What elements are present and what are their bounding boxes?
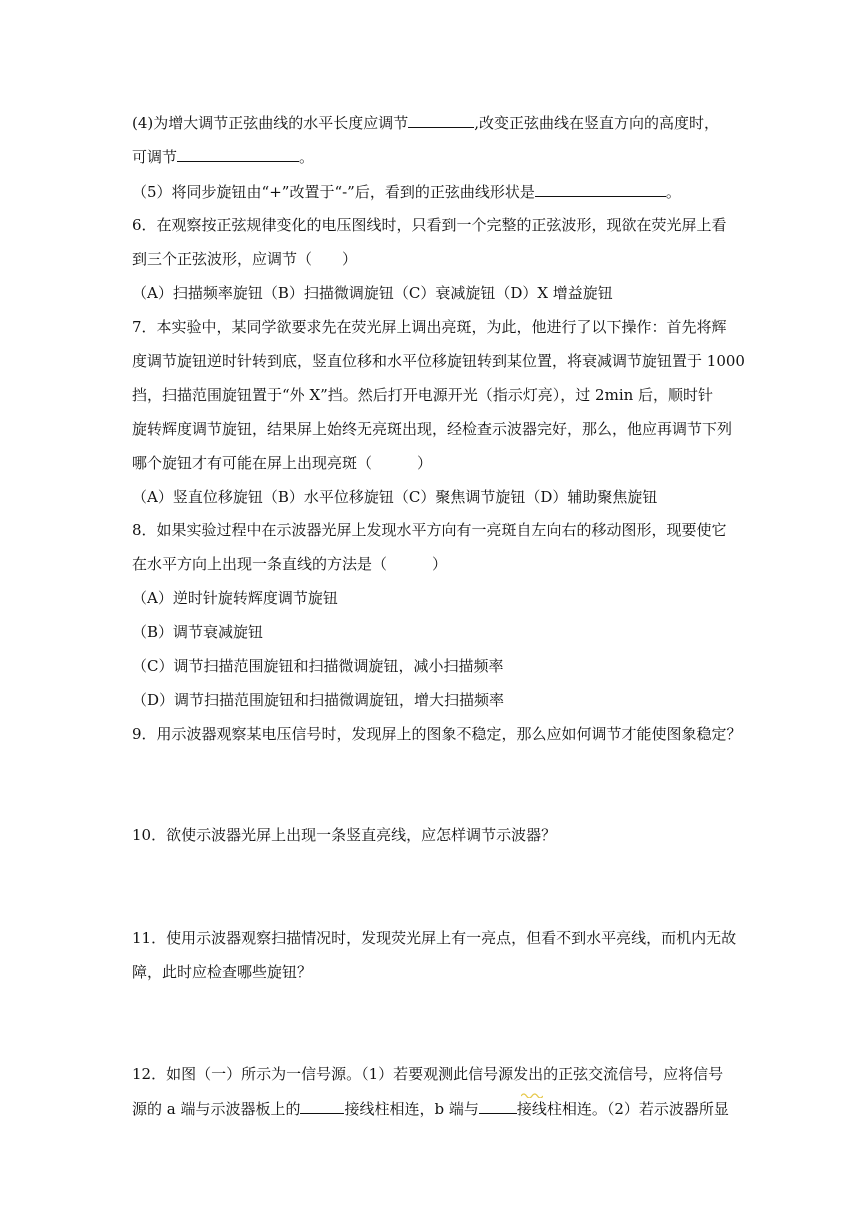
q5-text-pre: （5）将同步旋钮由“+”改置于“-”后，看到的正弦曲线形状是	[132, 183, 535, 201]
q4-text-pre-2: 可调节	[132, 148, 178, 166]
q4-blank-horizontal	[408, 112, 474, 128]
q5-text-post: 。	[665, 183, 681, 201]
q4-blank-vertical	[177, 146, 299, 162]
q7-line-4: 旋转辉度调节旋钮，结果屏上始终无亮斑出现，经检查示波器完好，那么，他应再调节下列	[132, 420, 733, 438]
q8-option-d: （D）调节扫描范围旋钮和扫描微调旋钮，增大扫描频率	[132, 691, 505, 709]
q6-line-2: 到三个正弦波形，应调节（ ）	[132, 250, 358, 268]
q4-line-1	[132, 112, 719, 133]
q4-line-2	[132, 146, 314, 167]
q12-blank-a	[300, 1098, 344, 1114]
q4-text-pre: (4)为增大调节正弦曲线的水平长度应调节	[132, 114, 409, 132]
q12-line-1: 12．如图（一）所示为一信号源。（1）若要观测此信号源发出的正弦交流信号，应将信号	[132, 1065, 724, 1083]
q11-line-2: 障，此时应检查哪些旋钮？	[132, 963, 313, 981]
q9-line-1: 9．用示波器观察某电压信号时，发现屏上的图象不稳定，那么应如何调节才能使图象稳定？	[132, 725, 742, 743]
q12-text-mid: 接线柱相连，b 端与	[344, 1100, 479, 1118]
q6-line-1: 6．在观察按正弦规律变化的电压图线时，只看到一个完整的正弦波形，现欲在荧光屏上看	[132, 216, 727, 234]
q10-line-1: 10．欲使示波器光屏上出现一条竖直亮线，应怎样调节示波器？	[132, 826, 557, 844]
q4-text-post-2: 。	[299, 148, 315, 166]
q8-option-a: （A）逆时针旋转辉度调节旋钮	[132, 589, 338, 607]
q5-line	[132, 181, 681, 202]
q11-line-1: 11．使用示波器观察扫描情况时，发现荧光屏上有一亮点，但看不到水平亮线，而机内无故	[132, 929, 737, 947]
q8-option-b: （B）调节衰减旋钮	[132, 623, 264, 641]
q8-line-2: 在水平方向上出现一条直线的方法是（ ）	[132, 555, 448, 573]
squiggle-mark	[521, 1092, 543, 1098]
q7-line-3: 挡，扫描范围旋钮置于“外 X”挡。然后打开电源开光（指示灯亮），过 2min 后，顺时针	[132, 386, 714, 404]
q8-line-1: 8．如果实验过程中在示波器光屏上发现水平方向有一亮斑自左向右的移动图形，现要使它	[132, 521, 727, 539]
q12-text-post: 接线柱相连。（2）若示波器所显	[516, 1100, 729, 1118]
q5-blank	[535, 181, 666, 197]
q8-option-c: （C）调节扫描范围旋钮和扫描微调旋钮，减小扫描频率	[132, 657, 504, 675]
q12-blank-b	[479, 1098, 517, 1114]
q4-text-post: ,改变正弦曲线在竖直方向的高度时，	[474, 114, 720, 132]
q7-line-2: 度调节旋钮逆时针转到底，竖直位移和水平位移旋钮转到某位置，将衰减调节旋钮置于 1000	[132, 352, 745, 370]
q7-options: （A）竖直位移旋钮（B）水平位移旋钮（C）聚焦调节旋钮（D）辅助聚焦旋钮	[132, 488, 658, 506]
q7-line-1: 7．本实验中，某同学欲要求先在荧光屏上调出亮斑，为此，他进行了以下操作：首先将辉	[132, 318, 727, 336]
q12-line-2	[132, 1098, 729, 1119]
q6-options: （A）扫描频率旋钮（B）扫描微调旋钮（C）衰减旋钮（D）X 增益旋钮	[132, 284, 613, 302]
q12-text-pre: 源的 a 端与示波器板上的	[132, 1100, 301, 1118]
q7-line-5: 哪个旋钮才有可能在屏上出现亮斑（ ）	[132, 454, 433, 472]
